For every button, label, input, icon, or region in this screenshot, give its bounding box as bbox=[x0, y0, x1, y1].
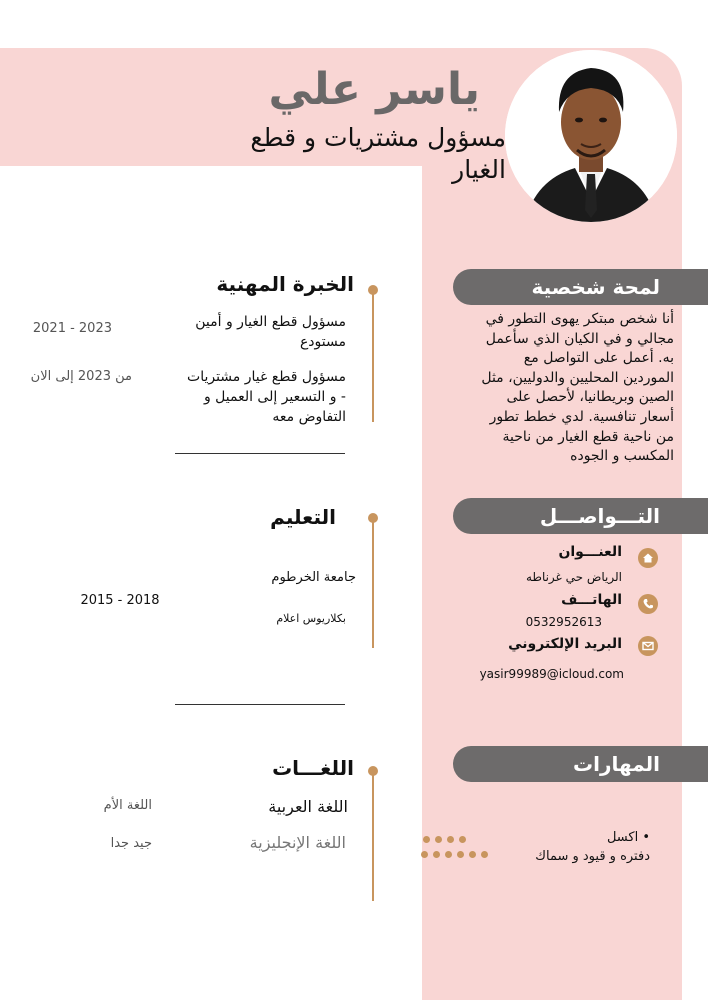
email-value[interactable]: yasir99989@icloud.com bbox=[479, 667, 624, 681]
decorative-dots bbox=[421, 836, 491, 866]
job-title: مسؤول مشتريات و قطع الغيار bbox=[250, 123, 506, 184]
job-2: مسؤول قطع غيار مشتريات - و التسعير إلى العميل و التفاوض معه bbox=[187, 369, 346, 425]
avatar bbox=[505, 50, 677, 222]
skill-label: اكسل bbox=[606, 830, 639, 845]
skill-item-excel bbox=[490, 829, 650, 847]
education-date: 2015 - 2018 bbox=[80, 593, 160, 608]
language-english: اللغة الإنجليزية bbox=[249, 833, 346, 852]
home-icon bbox=[638, 548, 658, 568]
job-1: مسؤول قطع الغيار و أمين مستودع bbox=[195, 314, 346, 350]
address-label: العنـــوان bbox=[558, 544, 622, 560]
address-value: الرياض حي غرناطه bbox=[525, 570, 622, 584]
skill-item-accounting: دفتره و قيود و سماك bbox=[535, 849, 650, 864]
about-heading: لمحة شخصية bbox=[453, 269, 708, 305]
phone-value: 0532952613 bbox=[525, 615, 602, 629]
contact-heading: التـــواصـــل bbox=[453, 498, 708, 534]
profile-photo bbox=[505, 50, 677, 222]
job-1-date: 2021 - 2023 bbox=[32, 321, 112, 336]
timeline-line bbox=[372, 773, 374, 901]
phone-label: الهاتـــف bbox=[561, 592, 622, 608]
language-english-level: جيد جدا bbox=[110, 836, 152, 851]
divider bbox=[175, 704, 345, 705]
bullet: • bbox=[638, 830, 650, 845]
timeline-line bbox=[372, 520, 374, 648]
experience-heading: الخبرة المهنية bbox=[216, 272, 354, 296]
email-label: البريد الإلكتروني bbox=[508, 636, 622, 652]
education-heading: التعليم bbox=[270, 505, 336, 529]
degree: بكلاريوس اعلام bbox=[276, 612, 346, 625]
person-name: ياسر علي bbox=[268, 64, 480, 115]
about-text: أنا شخص مبتكر يهوى التطور في مجالي و في الكيان الذي سأعمل به. أعمل على التواصل مع الموردين المحليين والدوليين، مثل الصين وبريطانيا، لأحصل على أسعار تنافسية. لدي خطط تطور من ناحية قطع الغيار من ناحية المكسب و الجوده bbox=[481, 311, 674, 465]
job-2-date: من 2023 إلى الان bbox=[30, 369, 132, 384]
languages-heading: اللغـــات bbox=[272, 756, 354, 780]
email-icon bbox=[638, 636, 658, 656]
timeline-line bbox=[372, 292, 374, 422]
phone-icon bbox=[638, 594, 658, 614]
divider bbox=[175, 453, 345, 454]
language-arabic: اللغة العربية bbox=[268, 797, 348, 816]
university: جامعة الخرطوم bbox=[271, 570, 356, 585]
language-arabic-level: اللغة الأم bbox=[103, 798, 152, 813]
skills-heading: المهارات bbox=[453, 746, 708, 782]
